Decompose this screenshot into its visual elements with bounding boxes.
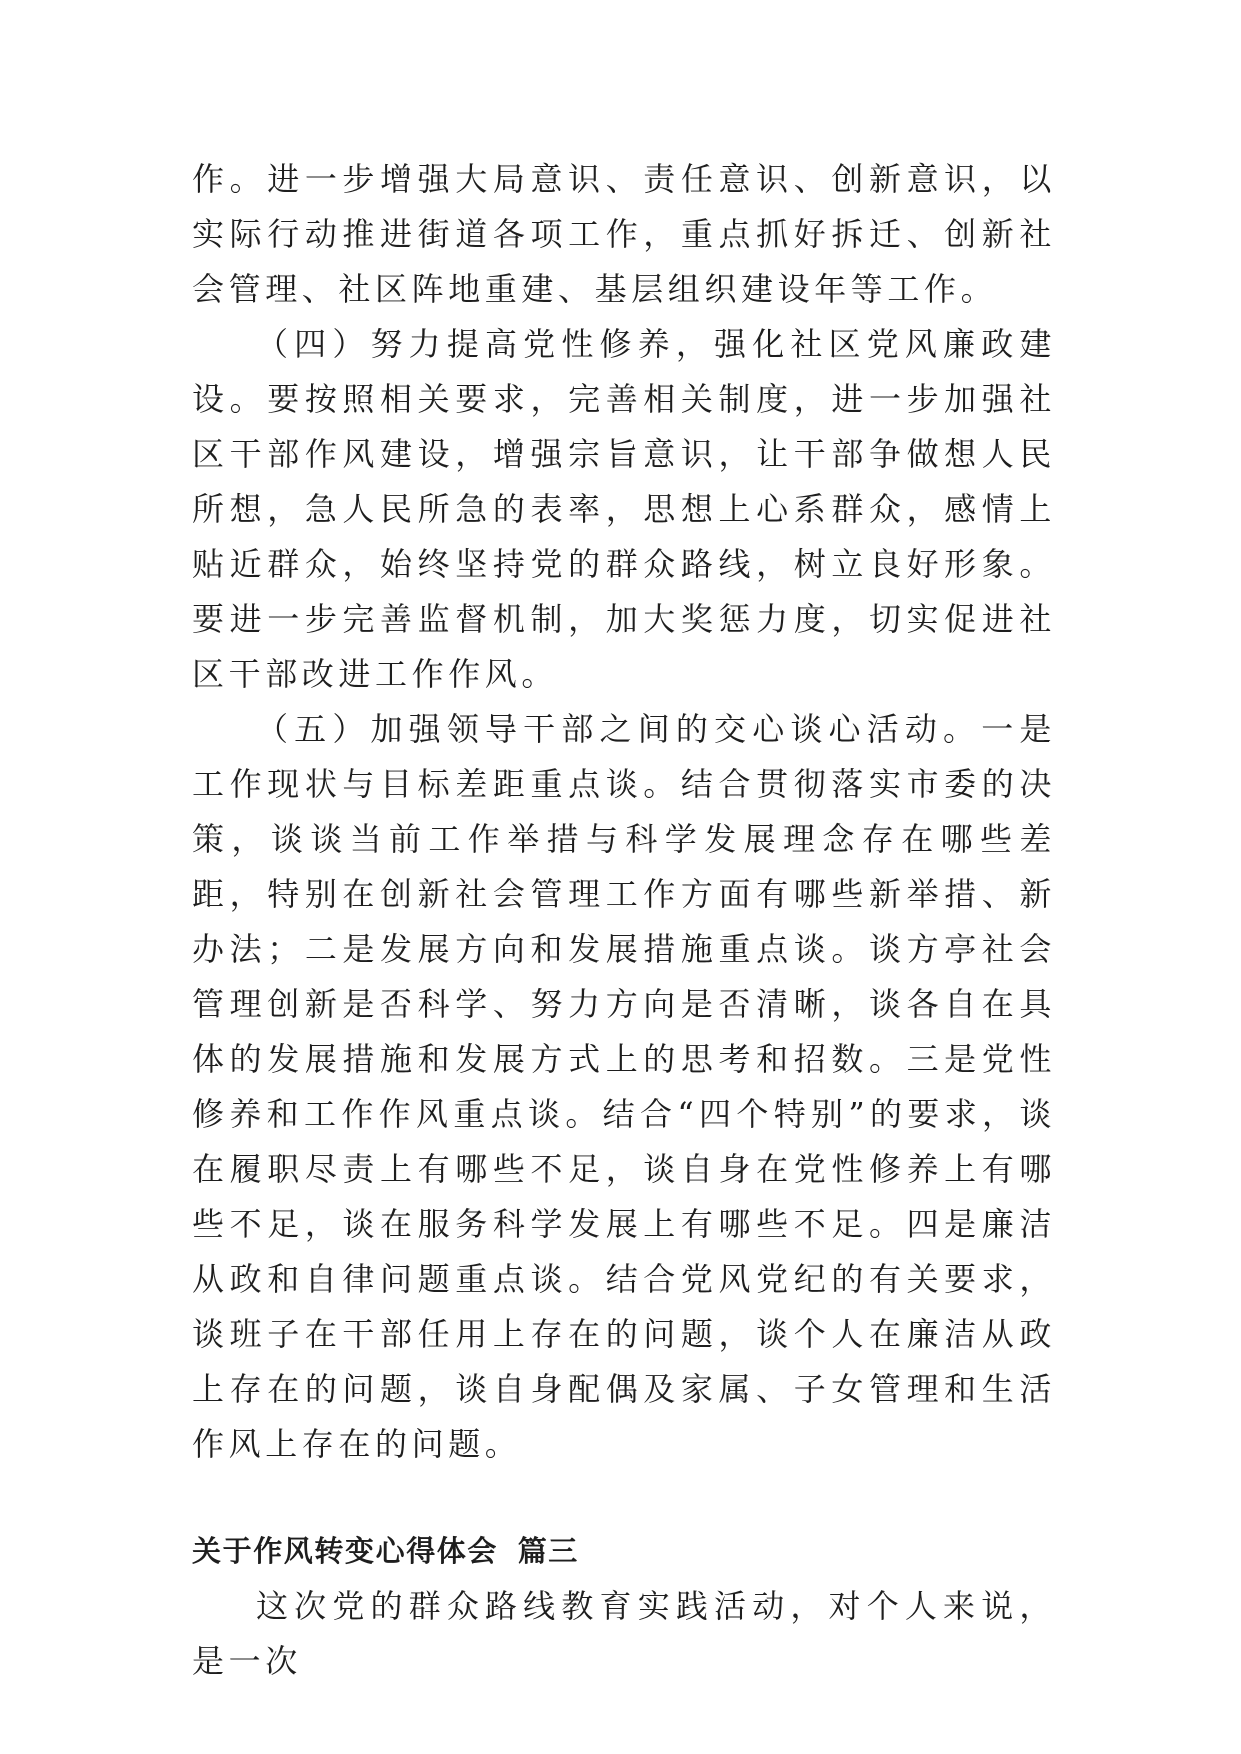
paragraph-continuation: 作。进一步增强大局意识、责任意识、创新意识，以实际行动推进街道各项工作，重点抓好拆迁、创新社会管理、社区阵地重建、基层组织建设年等工作。 <box>192 160 1056 308</box>
paragraph-section-four: （四）努力提高党性修养，强化社区党风廉政建设。要按照相关要求，完善相关制度，进一步加强社区干部作风建设，增强宗旨意识，让干部争做想人民所想，急人民所急的表率，思想上心系群众，感情上贴近群众，始终坚持党的群众路线，树立良好形象。要进一步完善监督机制，加大奖惩力度，切实促进社区干部改进工作作风。 <box>192 325 1056 693</box>
paragraph-section-five: （五）加强领导干部之间的交心谈心活动。一是工作现状与目标差距重点谈。结合贯彻落实市委的决策，谈谈当前工作举措与科学发展理念存在哪些差距，特别在创新社会管理工作方面有哪些新举措、新办法；二是发展方向和发展措施重点谈。谈方亭社会管理创新是否科学、努力方向是否清晰，谈各自在具体的发展措施和发展方式上的思考和招数。三是党性修养和工作作风重点谈。结合“四个特别”的要求，谈在履职尽责上有哪些不足，谈自身在党性修养上有哪些不足，谈在服务科学发展上有哪些不足。四是廉洁从政和自律问题重点谈。结合党风党纪的有关要求，谈班子在干部任用上存在的问题，谈个人在廉洁从政上存在的问题，谈自身配偶及家属、子女管理和生活作风上存在的问题。 <box>192 710 1056 1463</box>
document-body <box>192 152 1056 1689</box>
paragraph-article-three-start: 这次党的群众路线教育实践活动，对个人来说，是一次 <box>192 1587 1056 1680</box>
section-title: 关于作风转变心得体会 篇三 <box>192 1534 579 1568</box>
